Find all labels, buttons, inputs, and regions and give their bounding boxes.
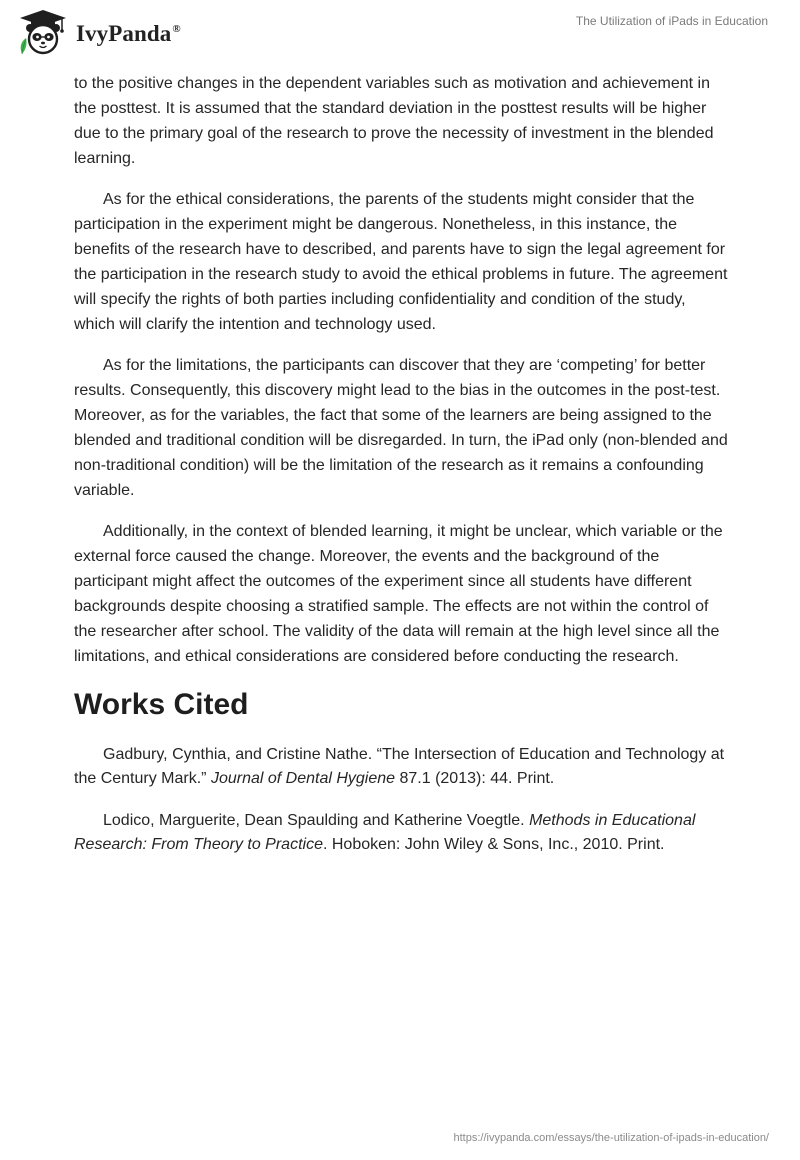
paragraph-continued: to the positive changes in the dependent variables such as motivation and achievement in the posttest. It is assumed that the standard deviation in the posttest results will be higher due to the primary goal of the research to prove the necessity of investment in the blended learning. bbox=[74, 75, 714, 167]
source-url-link[interactable]: https://ivypanda.com/essays/the-utilization-of-ipads-in-education/ bbox=[453, 1132, 769, 1144]
document-title: The Utilization of iPads in Education bbox=[575, 14, 768, 28]
panda-graduate-icon bbox=[14, 8, 72, 56]
essay-body bbox=[74, 71, 729, 875]
citation-text: 87.1 (2013): 44. Print. bbox=[395, 770, 555, 787]
paragraph-limitations: As for the limitations, the participants can discover that they are ‘competing’ for better results. Consequently, this discovery might lead to the bias in the outcomes in the post-test. Moreover, as for the variables, the fact that some of the learners are being assigned to the blended and traditional condition will be disregarded. In turn, the iPad only (non-blended and non-traditional condition) will be the limitation of the research as it remains a confounding variable. bbox=[74, 357, 728, 499]
ivypanda-logo[interactable] bbox=[14, 8, 181, 56]
citation-text: . Hoboken: John Wiley & Sons, Inc., 2010. Print. bbox=[322, 836, 665, 853]
page-header bbox=[0, 0, 800, 70]
citation-entry bbox=[74, 809, 729, 857]
citation-text: Lodico, Marguerite, Dean Spaulding and Katherine Voegtle. bbox=[103, 812, 530, 829]
citation-text: Gadbury, Cynthia, and Cristine Nathe. “The Intersection of Education and Technology at the Century Mark.” bbox=[74, 746, 725, 787]
paragraph-ethical-considerations: As for the ethical considerations, the parents of the students might consider that the participation in the experiment might be dangerous. Nonetheless, in this instance, the benefits of the research have to described, and parents have to sign the legal agreement for the participation in the research study to avoid the ethical problems in future. The agreement will specify the rights of both parties including confidentiality and condition of the study, which will clarify the intention and technology used. bbox=[74, 191, 728, 333]
citation-entry bbox=[74, 743, 729, 791]
citation-journal-title: Journal of Dental Hygiene bbox=[210, 770, 396, 787]
works-cited-heading: Works Cited bbox=[74, 688, 249, 721]
paragraph-blended-learning: Additionally, in the context of blended learning, it might be unclear, which variable or the external force caused the change. Moreover, the events and the background of the participant might affect the outcomes of the experiment since all students have different backgrounds despite choosing a stratified sample. The effects are not within the control of the researcher after school. The validity of the data will remain at the high level since all the limitations, and ethical considerations are considered before conducting the research. bbox=[74, 523, 723, 665]
citation-book-title: Methods in Educational Research: From Theory to Practice bbox=[74, 812, 696, 853]
logo-wordmark: IvyPanda® bbox=[76, 21, 181, 46]
